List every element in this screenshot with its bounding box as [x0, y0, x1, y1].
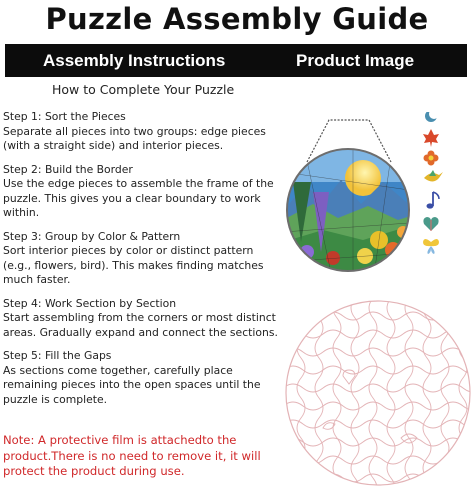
- step-body: Start assembling from the corners or most distinct areas. Gradually expand and connect the sections.: [3, 311, 278, 339]
- protective-film-note: Note: A protective film is attachedto the product.There is no need to remove it, it will protect the product during use.: [3, 433, 261, 479]
- step-body: As sections come together, carefully place remaining pieces into the open spaces until the puzzle is complete.: [3, 363, 261, 406]
- step-title: Step 2: Build the Border: [3, 162, 133, 176]
- hummingbird-icon: [424, 170, 443, 182]
- step-title: Step 1: Sort the Pieces: [3, 110, 126, 123]
- music-note-icon: [427, 192, 440, 209]
- maple-leaf-icon: [423, 129, 439, 147]
- butterfly-icon: [423, 239, 439, 254]
- product-image: [283, 112, 473, 272]
- subtitle: How to Complete Your Puzzle: [52, 82, 235, 97]
- step-1: [3, 110, 283, 154]
- step-3: [3, 230, 283, 288]
- step-body: Sort interior pieces by color or distinct pattern (e.g., flowers, bird). This makes finding matches much faster.: [3, 244, 264, 286]
- steps-list: [3, 110, 283, 416]
- step-2: [3, 163, 283, 221]
- crescent-moon-icon: [425, 112, 439, 122]
- heart-icon: [423, 217, 438, 231]
- step-title: Step 3: Group by Color & Pattern: [3, 229, 181, 243]
- puzzle-cut-outline: [283, 298, 473, 488]
- page-title: Puzzle Assembly Guide: [45, 2, 429, 36]
- step-5: [3, 349, 283, 407]
- header-product-image: Product Image: [296, 51, 415, 70]
- step-title: Step 4: Work Section by Section: [3, 296, 177, 310]
- header-assembly-instructions: Assembly Instructions: [43, 51, 226, 70]
- header-bar: [5, 44, 467, 77]
- step-body: Use the edge pieces to assemble the frame of the puzzle. This gives you a clear boundary to work within.: [3, 177, 274, 219]
- step-4: [3, 297, 283, 341]
- flower-icon: [424, 151, 439, 166]
- step-body: Separate all pieces into two groups: edge pieces (with a straight side) and interior pieces.: [3, 124, 266, 152]
- step-title: Step 5: Fill the Gaps: [3, 349, 112, 362]
